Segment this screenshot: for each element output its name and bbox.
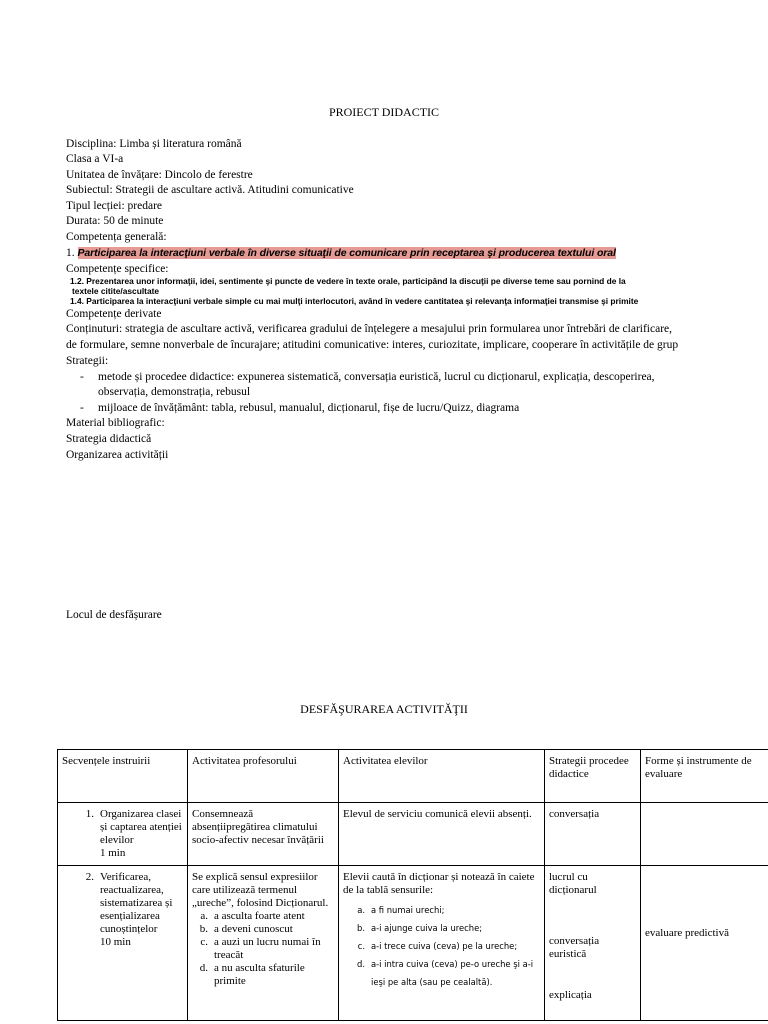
strategii-bullet-metode: [80, 370, 700, 402]
competenta-specifica-1-2: [70, 276, 706, 296]
row2-strategii-lucrul: lucrul cu dicționarul: [549, 871, 597, 896]
competenta-generala-text: Participarea la interacţiuni verbale în diverse situaţii de comunicare prin receptarea şi producerea textului oral: [77, 247, 616, 259]
row2-strategii-conversatia: conversația euristică: [549, 935, 600, 960]
list-item: d. a-i intra cuiva (ceva) pe-o ureche şi a-i ieşi pe alta (sau pe cealaltă).: [357, 959, 534, 987]
continuturi-line1: Conținuturi: strategia de ascultare activă, verificarea gradului de înțelegere a mesajului prin formularea unor întrebări de clarificare,: [66, 323, 673, 335]
clasa-line: Clasa a VI-a: [66, 153, 124, 165]
row2-durata: 10 min: [100, 936, 131, 948]
row1-profesor: Consemnează absențiipregătirea climatului socio-afectiv necesar învățării: [188, 803, 339, 866]
organizarea-activitatii: Organizarea activității: [66, 449, 169, 461]
spec-1-2-line2: textele citite/ascultate: [72, 286, 160, 296]
bullet-mijloace-text: mijloace de învățământ: tabla, rebusul, manualul, dicționarul, fișe de lucru/Quizz, diagrama: [98, 402, 520, 414]
section-title: DESFĂŞURAREA ACTIVITĂŢII: [300, 702, 468, 716]
subiectul-line: Subiectul: Strategii de ascultare activă. Atitudini comunicative: [66, 184, 354, 196]
row1-strategii: conversația: [545, 803, 641, 866]
row2-evaluare: [641, 866, 768, 1021]
row1-secventa: [58, 803, 188, 866]
bullet-metode-line2: observația, demonstrația, rebusul: [98, 386, 251, 398]
row2-profesor-list: [192, 910, 334, 988]
row2-evaluare-text: evaluare predictivă: [645, 927, 729, 939]
row2-strategii: [545, 866, 641, 1021]
locul-de-desfasurare: Locul de desfășurare: [66, 609, 162, 621]
table-header-row: [58, 750, 768, 803]
competente-specifice-label: Competențe specifice:: [66, 263, 169, 275]
strategii-bullet-mijloace: [80, 401, 700, 417]
strategii-label: Strategii:: [66, 355, 109, 367]
row2-elevi: [339, 866, 545, 1021]
row1-number: 1.: [85, 808, 94, 820]
competenta-specifica-1-4: 1.4. Participarea la interacţiuni verbale simple cu mai mulţi interlocutori, având în vedere cantitatea şi relevanţa informaţiei transmise şi primite: [70, 296, 639, 306]
row1-secventa-text: Organizarea clasei și captarea atenției elevilor: [100, 808, 182, 846]
list-item: c. a-i trece cuiva (ceva) pe la ureche;: [357, 941, 518, 951]
competenta-generala-label: Competența generală:: [66, 231, 167, 243]
disciplina-line: Disciplina: Limba și literatura română: [66, 138, 242, 150]
table-row: [58, 866, 768, 1021]
spec-1-2-line1: 1.2. Prezentarea unor informaţii, idei, sentimente şi puncte de vedere în texte orale, participând la discuţii pe diverse teme sau pornind de la: [70, 276, 626, 286]
bullet-metode-line1: metode și procedee didactice: expunerea sistematică, conversația euristică, lucrul cu dicționarul, explicația, descoperirea,: [98, 371, 655, 383]
row1-evaluare: [641, 803, 768, 866]
row2-number: 2.: [85, 871, 94, 883]
list-item: c. a auzi un lucru numai în treacăt: [200, 936, 321, 961]
row1-elevi: Elevul de serviciu comunică elevii absenți.: [339, 803, 545, 866]
competente-derivate: Competențe derivate: [66, 308, 162, 320]
competenta-generala-number: 1.: [66, 247, 75, 259]
unitatea-line: Unitatea de învățare: Dincolo de ferestre: [66, 169, 253, 181]
tipul-line: Tipul lecției: predare: [66, 200, 163, 212]
bullet-dash: -: [80, 402, 84, 414]
header-activitatea-profesorului: Activitatea profesorului: [188, 750, 339, 803]
table-row: [58, 803, 768, 866]
continuturi-line2: de formulare, semne nonverbale de încurajare; atitudini comunicative: interes, curiozitate, implicare, cooperare în activitățile de grup: [66, 339, 679, 351]
row2-elevi-list: [343, 901, 540, 991]
list-item: b. a deveni cunoscut: [199, 923, 293, 935]
activity-table: [57, 749, 768, 1021]
list-item: b. a-i ajunge cuiva la ureche;: [357, 923, 483, 933]
row2-secventa-text: Verificarea, reactualizarea, sistematizarea și esențializarea cunoștințelor: [100, 871, 173, 935]
row2-profesor-intro: Se explică sensul expresiilor care utilizează termenul „ureche”, folosind Dicționarul.: [192, 871, 329, 909]
bullet-dash: -: [80, 371, 84, 383]
header-evaluare: Forme și instrumente de evaluare: [641, 750, 768, 803]
durata-line: Durata: 50 de minute: [66, 215, 164, 227]
continuturi: [66, 321, 706, 353]
header-secvente: Secvențele instruirii: [58, 750, 188, 803]
list-item: a. a asculta foarte atent: [200, 910, 305, 922]
row2-secventa: [58, 866, 188, 1021]
row2-elevi-intro: Elevii caută în dicționar și notează în caiete de la tablă sensurile:: [343, 871, 535, 896]
header-activitatea-elevilor: Activitatea elevilor: [339, 750, 545, 803]
list-item: d. a nu asculta sfaturile primite: [199, 962, 305, 987]
row2-profesor: [188, 866, 339, 1021]
strategia-didactica: Strategia didactică: [66, 433, 152, 445]
row1-durata: 1 min: [100, 847, 126, 859]
competenta-generala: [66, 246, 616, 260]
header-strategii: Strategii procedee didactice: [545, 750, 641, 803]
row2-strategii-explicatia: explicația: [549, 989, 592, 1001]
list-item: a. a fi numai urechi;: [357, 905, 445, 915]
material-bibliografic: Material bibliografic:: [66, 417, 165, 429]
document-title: PROIECT DIDACTIC: [328, 105, 440, 119]
